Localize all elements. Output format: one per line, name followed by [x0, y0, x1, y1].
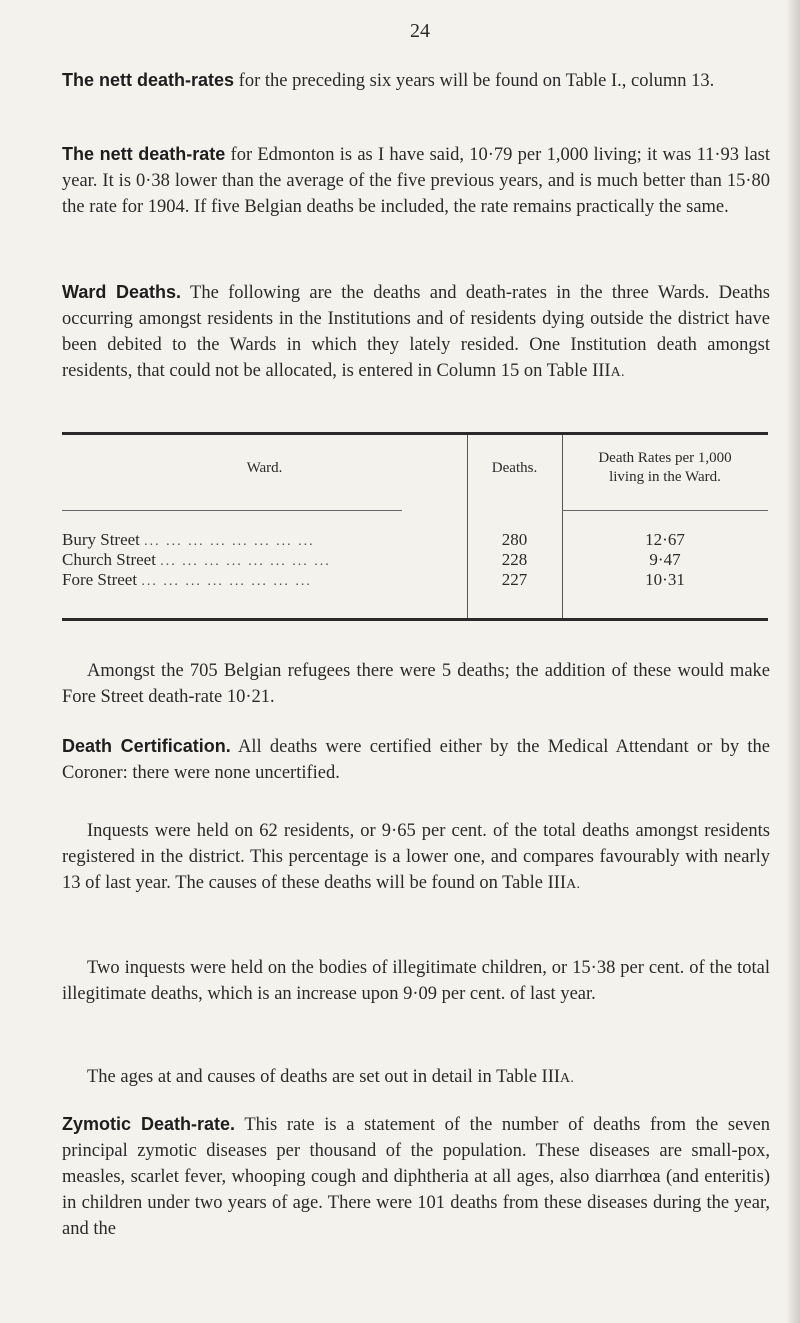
- ward-name: Bury Street: [62, 530, 140, 549]
- rate-value: 12·67: [645, 530, 685, 549]
- paragraph-text: The ages at and causes of deaths are set out in detail in Table III: [87, 1067, 561, 1087]
- heading-ward-deaths: Ward Deaths.: [62, 282, 182, 302]
- paragraph-illegitimate-inquests: [62, 955, 770, 1007]
- ward-name: Fore Street: [62, 570, 138, 589]
- paragraph-belgian-refugees: [62, 658, 770, 710]
- paragraph-text: Amongst the 705 Belgian refugees there were 5 deaths; the addition of these would make Fore Street death-rate 10·21.: [62, 661, 770, 707]
- paragraph-zymotic-death-rate: [62, 1111, 770, 1242]
- ward-name: Church Street: [62, 550, 156, 569]
- heading-nett-death-rates: The nett death-rates: [62, 70, 235, 90]
- paragraph-text: Inquests were held on 62 residents, or 9·65 per cent. of the total deaths amongst residents registered in the district. This percentage is a lower one, and compares favourably with nearly 13 of last year. The causes of these deaths will be found on Table III: [62, 821, 770, 893]
- paragraph-text: All deaths were certified either by the Medical Attendant or by the Coroner: there were none uncertified.: [62, 737, 770, 783]
- leader-dots: ... ... ... ... ... ... ... ...: [141, 574, 312, 589]
- paragraph-inquests: [62, 818, 770, 898]
- paragraph-death-certification: [62, 733, 770, 786]
- page-number: 24: [410, 20, 430, 42]
- table-ref-suffix: A.: [560, 1071, 575, 1086]
- heading-nett-death-rate: The nett death-rate: [62, 144, 226, 164]
- deaths-value: 227: [501, 570, 528, 589]
- paragraph-nett-death-rates: [62, 67, 770, 94]
- heading-zymotic-death-rate: Zymotic Death-rate.: [62, 1114, 236, 1134]
- page-edge-shadow: [786, 0, 800, 1323]
- paragraph-text: This rate is a statement of the number of deaths from the seven principal zymotic diseases per thousand of the population. These diseases are small-pox, measles, scarlet fever, whooping cough and diphtheria at all ages, also diarrhœa (and enteritis) in children under two years of age. There were 101 deaths from these diseases during the year, and the: [62, 1115, 770, 1239]
- deaths-value: 280: [501, 530, 528, 549]
- heading-death-certification: Death Certification.: [62, 736, 231, 756]
- table-top-rule: [62, 432, 768, 435]
- table-row-ward: [62, 570, 466, 592]
- leader-dots: ... ... ... ... ... ... ... ...: [160, 554, 331, 569]
- table-ref-suffix: A.: [610, 365, 625, 380]
- table-row-ward: [62, 530, 466, 552]
- paragraph-text: for the preceding six years will be found on Table I., column 13.: [234, 71, 715, 91]
- rate-value: 9·47: [649, 550, 681, 569]
- paragraph-ages-causes: [62, 1064, 770, 1092]
- header-underline: [62, 510, 402, 511]
- table-ref-suffix: A.: [566, 877, 581, 892]
- paragraph-nett-death-rate-edmonton: [62, 141, 770, 220]
- deaths-value: 228: [501, 550, 528, 569]
- header-death-rate-line1: Death Rates per 1,000: [598, 450, 732, 466]
- header-death-rate-line2: living in the Ward.: [609, 469, 721, 485]
- ward-deaths-table: [62, 432, 768, 622]
- paragraph-text: The following are the deaths and death-rates in the three Wards. Deaths occurring amongst residents in the Institutions and of residents dying outside the district have been debited to the Wards in which they lately resided. One Institution death amongst residents, that could not be allocated, is entered in Column 15 on Table III: [62, 283, 770, 381]
- header-ward: Ward.: [246, 460, 283, 476]
- leader-dots: ... ... ... ... ... ... ... ...: [144, 534, 315, 549]
- header-underline: [562, 510, 768, 511]
- table-bottom-rule: [62, 618, 768, 621]
- paragraph-text: Two inquests were held on the bodies of illegitimate children, or 15·38 per cent. of the total illegitimate deaths, which is an increase upon 9·09 per cent. of last year.: [62, 958, 770, 1004]
- table-row-ward: [62, 550, 466, 572]
- rate-value: 10·31: [645, 570, 685, 589]
- header-deaths: Deaths.: [491, 460, 538, 476]
- header-death-rate: [562, 449, 768, 487]
- paragraph-ward-deaths: [62, 279, 770, 386]
- paragraph-text: for Edmonton is as I have said, 10·79 per 1,000 living; it was 11·93 last year. It is 0·38 lower than the average of the five previous years, and is much better than 15·80 the rate for 1904. If five Belgian deaths be included, the rate remains practically the same.: [62, 145, 770, 217]
